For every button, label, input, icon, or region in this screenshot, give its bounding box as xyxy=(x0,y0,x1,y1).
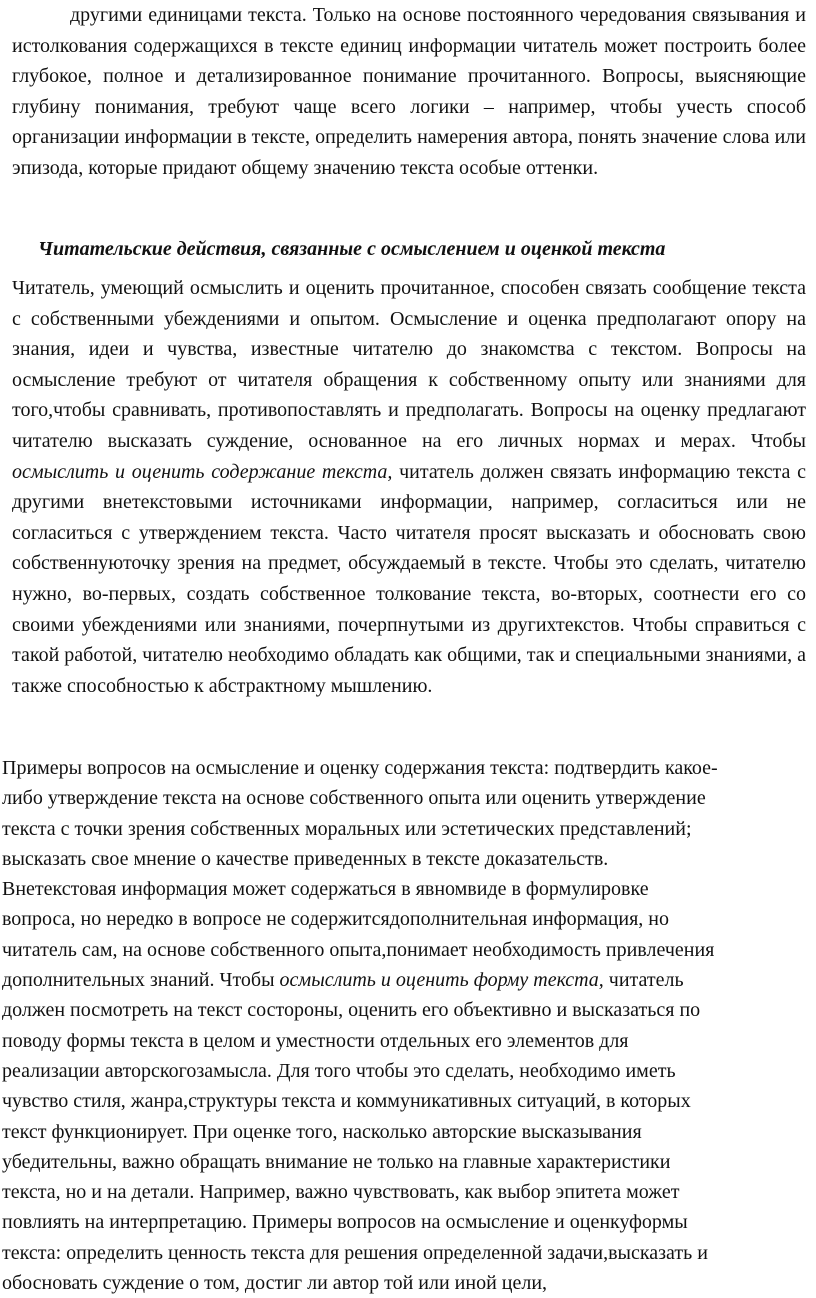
text-line: чувство стиля, жанра,структуры текста и коммуникативных ситуаций, в которых xyxy=(2,1090,691,1113)
line-8-start: дополнительных знаний. Чтобы xyxy=(2,969,280,992)
paragraph-examples xyxy=(2,753,814,1298)
text-line: убедительны, важно обращать внимание не только на главные характеристики xyxy=(2,1150,671,1173)
paragraph-2-italic-phrase: осмыслить и оценить содержание текста, xyxy=(12,460,393,483)
text-line: Внетекстовая информация может содержаться в явномвиде в формулировке xyxy=(2,878,649,901)
text-line: текста с точки зрения собственных моральных или эстетических представлений; xyxy=(2,817,692,840)
paragraph-reflection-evaluation xyxy=(12,273,806,701)
line-8-italic-phrase: осмыслить и оценить форму текста, xyxy=(279,969,604,992)
paragraph-2-part-2: читатель должен связать информацию текста с другими внетекстовыми источниками информации, например, согласиться или не согласиться с утверждением текста. Часто читателя просят высказать и обосновать свою собственнуюточку зрения на предмет, обсуждаемый в тексте. Чтобы это сделать, читателю нужно, во-первых, создать собственное толкование текста, во-вторых, соотнести его со своими убеждениями или знаниями, почерпнутыми из другихтекстов. Чтобы справиться с такой работой, читателю необходимо обладать как общими, так и специальными знаниями, а также способностью к абстрактному мышлению. xyxy=(12,460,806,697)
section-heading: Читательские действия, связанные с осмыслением и оценкой текста xyxy=(38,238,666,260)
text-line: текст функционирует. При оценке того, насколько авторские высказывания xyxy=(2,1120,642,1143)
text-line: либо утверждение текста на основе собственного опыта или оценить утверждение xyxy=(2,787,706,810)
text-line: повлиять на интерпретацию. Примеры вопросов на осмысление и оценкуформы xyxy=(2,1211,688,1234)
text-line: текста: определить ценность текста для решения определенной задачи,высказать и xyxy=(2,1241,708,1264)
text-line: высказать свое мнение о качестве приведенных в тексте доказательств. xyxy=(2,847,609,870)
text-line: должен посмотреть на текст состороны, оценить его объективно и высказаться по xyxy=(2,999,701,1022)
line-8-end: читатель xyxy=(603,969,684,992)
text-line: обосновать суждение о том, достиг ли автор той или иной цели, xyxy=(2,1272,548,1295)
paragraph-understanding-depth xyxy=(12,0,806,184)
text-line: реализации авторскогозамысла. Для того чтобы это сделать, необходимо иметь xyxy=(2,1059,676,1082)
text-line-with-italic xyxy=(2,965,814,995)
text-line: текста, но и на детали. Например, важно чувствовать, как выбор эпитета может xyxy=(2,1181,680,1204)
text-line: Примеры вопросов на осмысление и оценку содержания текста: подтвердить какое- xyxy=(2,757,718,779)
paragraph-1-text: другими единицами текста. Только на основе постоянного чередования связывания и истолкования содержащихся в тексте единиц информации читатель может построить более глубокое, полное и детализированное понимание прочитанного. Вопросы, выясняющие глубину понимания, требуют чаще всего логики – например, чтобы учесть способ организации информации в тексте, определить намерения автора, понять значение слова или эпизода, которые придают общему значению текста особые оттенки. xyxy=(12,4,806,179)
text-line: читатель сам, на основе собственного опыта,понимает необходимость привлечения xyxy=(2,938,715,961)
text-line: вопроса, но нередко в вопросе не содержитсядополнительная информация, но xyxy=(2,908,670,931)
paragraph-2-part-1: Читатель, умеющий осмыслить и оценить прочитанное, способен связать сообщение текста с собственными убеждениями и опытом. Осмысление и оценка предполагают опору на знания, идеи и чувства, известные читателю до знакомства с текстом. Вопросы на осмысление требуют от читателя обращения к собственному опыту или знаниями для того,чтобы сравнивать, противопоставлять и предполагать. Вопросы на оценку предлагают читателю высказать суждение, основанное на его личных нормах и мерах. Чтобы xyxy=(12,277,806,452)
text-line: поводу формы текста в целом и уместности отдельных его элементов для xyxy=(2,1029,629,1052)
